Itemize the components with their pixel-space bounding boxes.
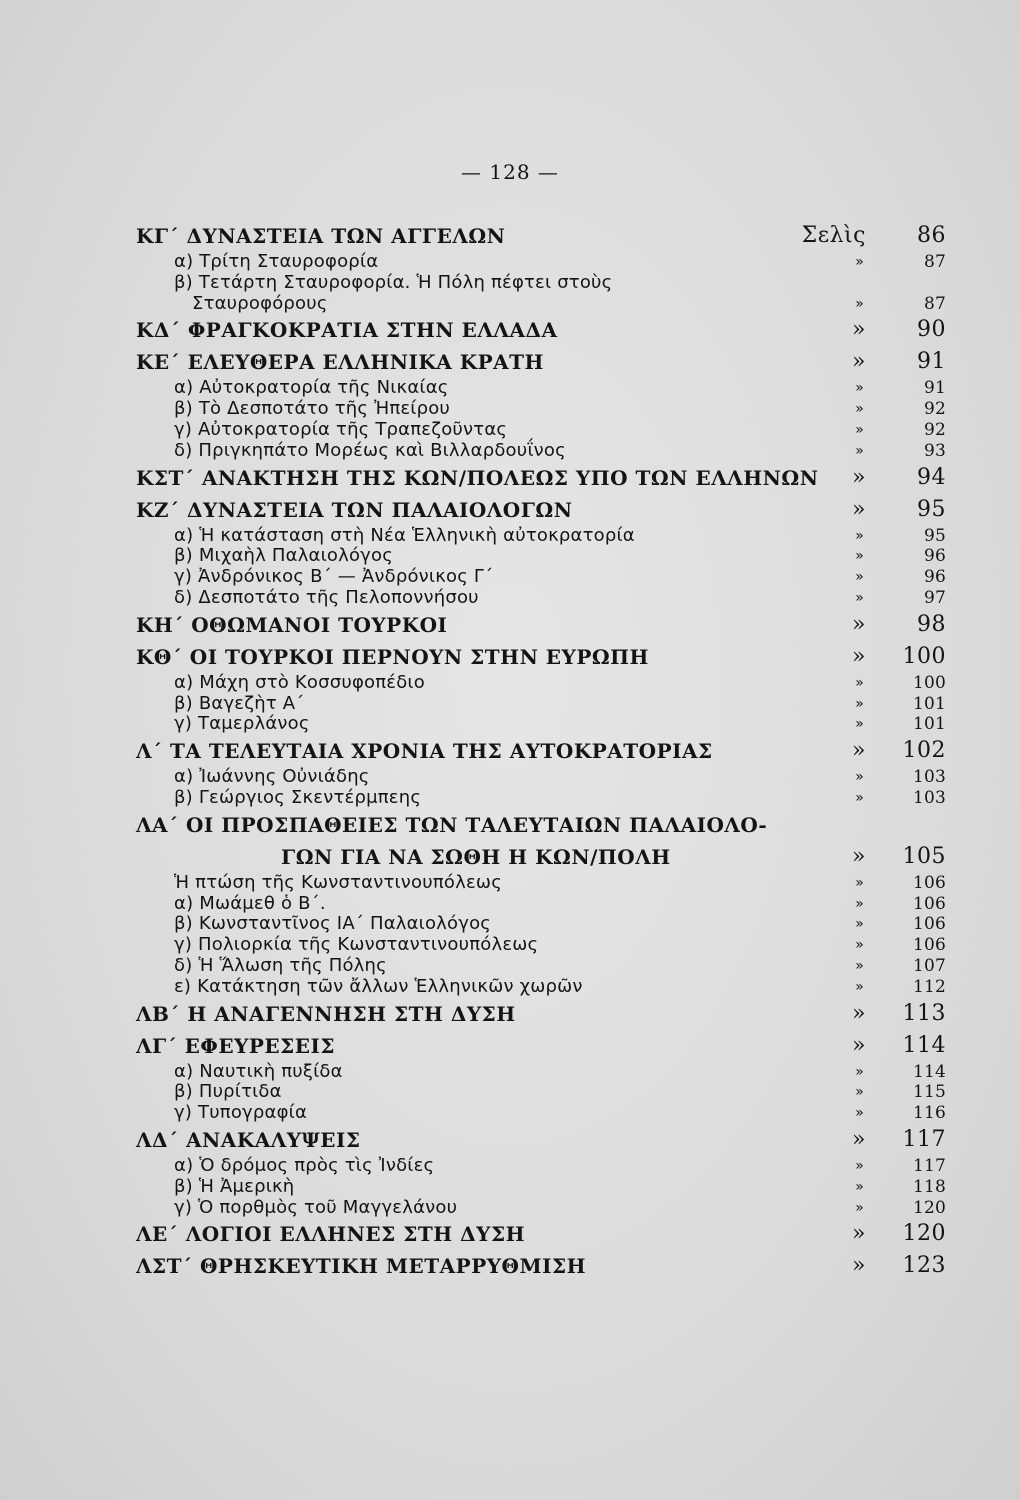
toc-entry-title: β) Μιχαὴλ Παλαιολόγος: [174, 545, 394, 567]
toc-entry-title: ΛΣΤ΄ ΘΡΗΣΚΕΥΤΙΚΗ ΜΕΤΑΡΡΥΘΜΙΣΗ: [136, 1254, 586, 1279]
toc-entry-title: ΚΓ΄ ΔΥΝΑΣΤΕΙΑ ΤΩΝ ΑΓΓΕΛΩΝ: [136, 224, 506, 248]
ditto-mark: »: [855, 1084, 864, 1101]
ditto-mark: »: [852, 317, 866, 343]
toc-chapter-row: [136, 735, 946, 767]
toc-entry-row: [136, 588, 946, 609]
toc-entry-row: [136, 673, 946, 694]
toc-entry-row: [136, 273, 946, 294]
toc-page-number: 95: [923, 525, 946, 546]
toc-entry-title: ΛΑ΄ ΟΙ ΠΡΟΣΠΑΘΕΙΕΣ ΤΩΝ ΤΑΛΕΥΤΑΙΩΝ ΠΑΛΑΙΟΛΟ-: [136, 812, 768, 837]
toc-entry-row: [136, 1177, 946, 1198]
toc-entry-title: Ἡ πτώση τῆς Κωνσταντινουπόλεως: [174, 871, 502, 893]
toc-entry-title: ΚΣΤ΄ ΑΝΑΚΤΗΣΗ ΤΗΣ ΚΩΝ/ΠΟΛΕΩΣ ΥΠΟ ΤΩΝ ΕΛΛΗΝΩΝ: [136, 465, 819, 490]
toc-entry-row: [136, 977, 946, 998]
toc-entry-row: [136, 526, 946, 547]
ditto-mark: »: [855, 569, 864, 586]
toc-entry-row: [136, 1198, 946, 1219]
ditto-mark: »: [852, 349, 866, 375]
toc-page-number: 93: [923, 440, 946, 461]
toc-entry-title: α) Αὐτοκρατορία τῆς Νικαίας: [174, 377, 449, 399]
toc-chapter-row: [136, 641, 946, 673]
ditto-mark: »: [855, 789, 864, 806]
toc-entry-row: [136, 788, 946, 809]
toc-entry-title: Σταυροφόρους: [192, 292, 328, 314]
toc-entry-title: β) Τὸ Δεσποτάτο τῆς Ἠπείρου: [174, 398, 451, 420]
toc-entry-row: [136, 378, 946, 399]
toc-entry-row: [136, 294, 946, 315]
toc-page-number: 115: [912, 1082, 946, 1103]
ditto-mark: »: [855, 895, 864, 912]
toc-page-number: 120: [912, 1197, 946, 1218]
toc-entry-row: [136, 694, 946, 715]
toc-entry-title: ΓΩΝ ΓΙΑ ΝΑ ΣΩΘΗ Η ΚΩΝ/ΠΟΛΗ: [281, 844, 671, 869]
toc-entry-title: ΚΘ΄ ΟΙ ΤΟΥΡΚΟΙ ΠΕΡΝΟΥΝ ΣΤΗΝ ΕΥΡΩΠΗ: [136, 644, 649, 669]
toc-entry-title: α) Ἰωάννης Οὐνιάδης: [174, 766, 370, 788]
toc-entry-row: [136, 1156, 946, 1177]
toc-chapter-row: [136, 998, 946, 1030]
toc-page-number: 95: [917, 496, 946, 522]
toc-entry-title: ΛΒ΄ Η ΑΝΑΓΕΝΝΗΣΗ ΣΤΗ ΔΥΣΗ: [136, 1001, 516, 1026]
toc-page-number: 116: [912, 1103, 946, 1124]
toc-entry-row: [136, 956, 946, 977]
toc-entry-title: ΚΖ΄ ΔΥΝΑΣΤΕΙΑ ΤΩΝ ΠΑΛΑΙΟΛΟΓΩΝ: [136, 497, 573, 522]
ditto-mark: »: [855, 1105, 864, 1122]
toc-entry-row: [136, 914, 946, 935]
toc-page-number: 117: [912, 1155, 946, 1176]
toc-page-number: 123: [902, 1253, 946, 1279]
toc-page-number: 90: [917, 317, 946, 343]
toc-entry-row: [136, 546, 946, 567]
toc-entry-row: [136, 420, 946, 441]
toc-page-number: 118: [912, 1176, 946, 1197]
toc-entry-title: β) Ἡ Ἀμερικὴ: [174, 1175, 295, 1197]
toc-entry-title: δ) Δεσποτάτο τῆς Πελοποννήσου: [174, 586, 479, 608]
toc-page-number: 91: [917, 349, 946, 375]
toc-page-number: 106: [912, 872, 946, 893]
toc-entry-row: [136, 767, 946, 788]
ditto-mark: »: [852, 1126, 866, 1152]
toc-entry-row: [136, 441, 946, 462]
ditto-mark: »: [855, 1199, 864, 1216]
toc-page-number: 106: [912, 893, 946, 914]
ditto-mark: »: [855, 937, 864, 954]
toc-page-number: 101: [912, 693, 946, 714]
toc-chapter-row: [136, 1218, 946, 1250]
toc-entry-title: γ) Τυπογραφία: [174, 1102, 308, 1124]
ditto-mark: »: [852, 496, 866, 522]
toc-entry-title: ε) Κατάκτηση τῶν ἄλλων Ἑλληνικῶν χωρῶν: [174, 975, 583, 997]
toc-entry-row: [136, 1062, 946, 1083]
ditto-mark: »: [852, 738, 866, 764]
table-of-contents: [136, 220, 946, 1282]
toc-entry-title: ΛΔ΄ ΑΝΑΚΑΛΥΨΕΙΣ: [136, 1127, 361, 1152]
toc-entry-title: ΚΕ΄ ΕΛΕΥΘΕΡΑ ΕΛΛΗΝΙΚΑ ΚΡΑΤΗ: [136, 350, 544, 375]
toc-chapter-row: [136, 346, 946, 378]
toc-chapter-row: [136, 841, 946, 873]
toc-page-number: 91: [923, 378, 946, 399]
ditto-mark: »: [855, 1157, 864, 1174]
toc-page-number: 101: [912, 714, 946, 735]
toc-entry-title: β) Πυρίτιδα: [174, 1081, 282, 1103]
toc-entry-title: β) Κωνσταντῖνος ΙΑ΄ Παλαιολόγος: [174, 913, 492, 935]
toc-entry-title: β) Γεώργιος Σκεντέρμπεης: [174, 786, 422, 808]
ditto-mark: »: [855, 442, 864, 459]
toc-entry-row: [136, 1082, 946, 1103]
toc-page-number: 103: [912, 767, 946, 788]
toc-page-number: 120: [902, 1221, 946, 1247]
ditto-mark: »: [855, 295, 864, 312]
toc-page-number: 100: [912, 672, 946, 693]
toc-page-number: 112: [912, 976, 946, 997]
toc-chapter-row: [136, 314, 946, 346]
ditto-mark: »: [855, 769, 864, 786]
toc-page-number: 100: [902, 643, 946, 669]
toc-page-number: 114: [912, 1061, 946, 1082]
toc-entry-title: α) Ναυτικὴ πυξίδα: [174, 1060, 343, 1082]
toc-entry-title: ΛΕ΄ ΛΟΓΙΟΙ ΕΛΛΗΝΕΣ ΣΤΗ ΔΥΣΗ: [136, 1222, 525, 1247]
toc-page-number: 96: [923, 567, 946, 588]
ditto-mark: »: [852, 1032, 866, 1058]
toc-entry-title: γ) Αὐτοκρατορία τῆς Τραπεζοῦντας: [174, 418, 508, 440]
ditto-mark: »: [855, 716, 864, 733]
ditto-mark: »: [855, 1178, 864, 1195]
toc-chapter-row: [136, 1124, 946, 1156]
toc-chapter-row: [136, 809, 946, 841]
ditto-mark: »: [855, 978, 864, 995]
ditto-mark: »: [855, 421, 864, 438]
ditto-mark: »: [855, 589, 864, 606]
ditto-mark: »: [855, 674, 864, 691]
page-number: — 128 —: [461, 160, 559, 184]
ditto-mark: »: [855, 916, 864, 933]
toc-entry-title: δ) Πριγκηπάτο Μορέως καὶ Βιλλαρδουΐνος: [174, 439, 566, 461]
toc-entry-title: α) Ὁ δρόμος πρὸς τὶς Ἰνδίες: [174, 1154, 435, 1176]
ditto-mark: »: [855, 874, 864, 891]
toc-chapter-row: [136, 494, 946, 526]
ditto-mark: »: [855, 527, 864, 544]
toc-entry-title: Λ΄ ΤΑ ΤΕΛΕΥΤΑΙΑ ΧΡΟΝΙΑ ΤΗΣ ΑΥΤΟΚΡΑΤΟΡΙΑΣ: [136, 739, 713, 764]
toc-entry-title: δ) Ἡ Ἅλωση τῆς Πόλης: [174, 954, 387, 976]
ditto-mark: »: [852, 1000, 866, 1026]
ditto-mark: »: [852, 464, 866, 490]
toc-entry-title: γ) Ταμερλάνος: [174, 713, 310, 735]
toc-entry-title: α) Μωάμεθ ὁ Β΄.: [174, 892, 326, 914]
toc-page-number: 113: [902, 1000, 946, 1026]
ditto-mark: »: [852, 1221, 866, 1247]
toc-entry-title: β) Τετάρτη Σταυροφορία. Ἡ Πόλη πέφτει στοὺς: [174, 271, 613, 293]
ditto-mark: »: [855, 401, 864, 418]
page-label: Σελὶς: [801, 223, 866, 248]
toc-entry-title: α) Ἡ κατάσταση στὴ Νέα Ἑλληνικὴ αὐτοκρατορία: [174, 524, 635, 546]
toc-entry-row: [136, 873, 946, 894]
toc-page-number: 98: [917, 611, 946, 637]
ditto-mark: »: [855, 380, 864, 397]
ditto-mark: »: [852, 643, 866, 669]
toc-page-number: 102: [902, 738, 946, 764]
ditto-mark: »: [855, 957, 864, 974]
toc-page-number: 87: [923, 252, 946, 272]
toc-entry-row: [136, 714, 946, 735]
toc-entry-row: [136, 399, 946, 420]
toc-page-number: 94: [917, 464, 946, 490]
toc-chapter-row: [136, 1030, 946, 1062]
toc-page-number: 114: [902, 1032, 946, 1058]
toc-entry-row: [136, 1103, 946, 1124]
ditto-mark: »: [855, 1063, 864, 1080]
toc-page-number: 96: [923, 546, 946, 567]
ditto-mark: »: [855, 254, 864, 270]
toc-entry-row: [136, 567, 946, 588]
toc-page-number: 107: [912, 955, 946, 976]
toc-chapter-row: [136, 609, 946, 641]
toc-page-number: 86: [917, 223, 946, 248]
toc-entry-title: ΚΗ΄ ΟΘΩΜΑΝΟΙ ΤΟΥΡΚΟΙ: [136, 612, 448, 637]
toc-entry-title: ΚΔ΄ ΦΡΑΓΚΟΚΡΑΤΙΑ ΣΤΗΝ ΕΛΛΑΔΑ: [136, 318, 558, 343]
toc-entry-title: α) Τρίτη Σταυροφορία: [174, 251, 379, 272]
toc-chapter-row: [136, 220, 946, 252]
toc-page-number: 103: [912, 787, 946, 808]
toc-page-number: 97: [923, 587, 946, 608]
ditto-mark: »: [852, 843, 866, 869]
toc-entry-title: γ) Ἀνδρόνικος Β΄ — Ἀνδρόνικος Γ΄: [174, 566, 494, 588]
toc-entry-row: [136, 252, 946, 273]
toc-page-number: 92: [923, 419, 946, 440]
toc-page-number: 92: [923, 399, 946, 420]
toc-entry-row: [136, 935, 946, 956]
toc-entry-title: γ) Ὁ πορθμὸς τοῦ Μαγγελάνου: [174, 1196, 458, 1218]
toc-entry-title: γ) Πολιορκία τῆς Κωνσταντινουπόλεως: [174, 934, 539, 956]
toc-entry-row: [136, 894, 946, 915]
ditto-mark: »: [852, 611, 866, 637]
toc-entry-title: β) Βαγεζὴτ Α΄: [174, 692, 305, 714]
ditto-mark: »: [852, 1253, 866, 1279]
toc-page-number: 117: [902, 1126, 946, 1152]
toc-page-number: 87: [923, 293, 946, 314]
ditto-mark: »: [855, 695, 864, 712]
toc-entry-title: α) Μάχη στὸ Κοσσυφοπέδιο: [174, 671, 425, 693]
toc-page-number: 106: [912, 914, 946, 935]
toc-chapter-row: [136, 1250, 946, 1282]
ditto-mark: »: [855, 548, 864, 565]
toc-entry-title: ΛΓ΄ ΕΦΕΥΡΕΣΕΙΣ: [136, 1033, 336, 1058]
toc-page-number: 105: [902, 843, 946, 869]
toc-chapter-row: [136, 462, 946, 494]
toc-page-number: 106: [912, 935, 946, 956]
